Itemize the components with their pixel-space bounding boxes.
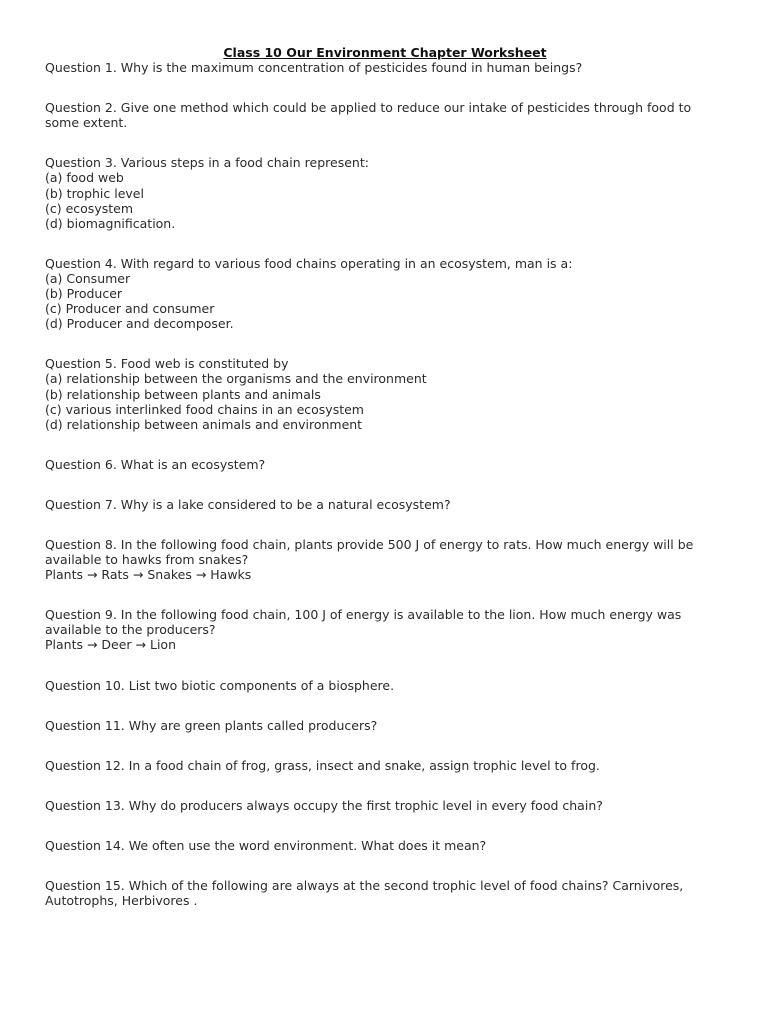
answer-option: (a) relationship between the organisms and the environment (45, 371, 427, 387)
question-text: Question 7. Why is a lake considered to be a natural ecosystem? (45, 496, 451, 512)
worksheet-page (45, 45, 725, 933)
question-2 (45, 100, 725, 130)
question-13 (45, 798, 725, 813)
answer-option: (d) relationship between animals and environment (45, 416, 363, 432)
answer-option: (d) Producer and decomposer. (45, 316, 234, 332)
question-text: Question 15. Which of the following are always at the second trophic level of food chains? Carnivores, Autotrophs, Herbivores . (45, 878, 688, 909)
question-3 (45, 155, 725, 230)
question-10 (45, 678, 725, 693)
answer-option: (a) food web (45, 170, 124, 186)
question-text: Question 4. With regard to various food chains operating in an ecosystem, man is a: (45, 255, 573, 271)
question-text: Question 13. Why do producers always occupy the first trophic level in every food chain? (45, 797, 603, 813)
question-text: Question 2. Give one method which could be applied to reduce our intake of pesticides through food to some extent. (45, 100, 696, 131)
question-12 (45, 758, 725, 773)
answer-option: (b) relationship between plants and animals (45, 386, 321, 402)
question-list (45, 60, 725, 908)
question-text: Question 11. Why are green plants called producers? (45, 717, 378, 733)
question-9 (45, 607, 725, 652)
answer-option: (c) ecosystem (45, 200, 134, 216)
answer-option: (b) Producer (45, 286, 123, 302)
question-11 (45, 718, 725, 733)
question-14 (45, 838, 725, 853)
question-8 (45, 537, 725, 582)
question-7 (45, 497, 725, 512)
question-text: Question 3. Various steps in a food chain represent: (45, 155, 369, 171)
question-text: Question 5. Food web is constituted by (45, 356, 289, 372)
answer-option: (d) biomagnification. (45, 215, 176, 231)
question-text: Question 1. Why is the maximum concentration of pesticides found in human beings? (45, 60, 583, 76)
answer-option: (a) Consumer (45, 270, 131, 286)
question-6 (45, 457, 725, 472)
question-text: Question 9. In the following food chain, 100 J of energy is available to the lion. How much energy was available to the producers? (45, 607, 686, 638)
question-text: Question 10. List two biotic components of a biosphere. (45, 677, 395, 693)
question-text: Question 6. What is an ecosystem? (45, 456, 266, 472)
question-4 (45, 256, 725, 331)
question-1 (45, 60, 725, 75)
worksheet-title: Class 10 Our Environment Chapter Worksheet (223, 45, 547, 60)
answer-option: (c) Producer and consumer (45, 301, 215, 317)
answer-option: (b) trophic level (45, 185, 144, 201)
food-chain: Plants → Rats → Snakes → Hawks (45, 567, 252, 583)
food-chain: Plants → Deer → Lion (45, 637, 176, 653)
question-15 (45, 878, 725, 908)
question-text: Question 12. In a food chain of frog, grass, insect and snake, assign trophic level to frog. (45, 757, 600, 773)
question-text: Question 8. In the following food chain, plants provide 500 J of energy to rats. How much energy will be available to hawks from snakes? (45, 536, 698, 568)
answer-option: (c) various interlinked food chains in an ecosystem (45, 401, 364, 417)
question-5 (45, 356, 725, 431)
question-text: Question 14. We often use the word environment. What does it mean? (45, 837, 487, 853)
